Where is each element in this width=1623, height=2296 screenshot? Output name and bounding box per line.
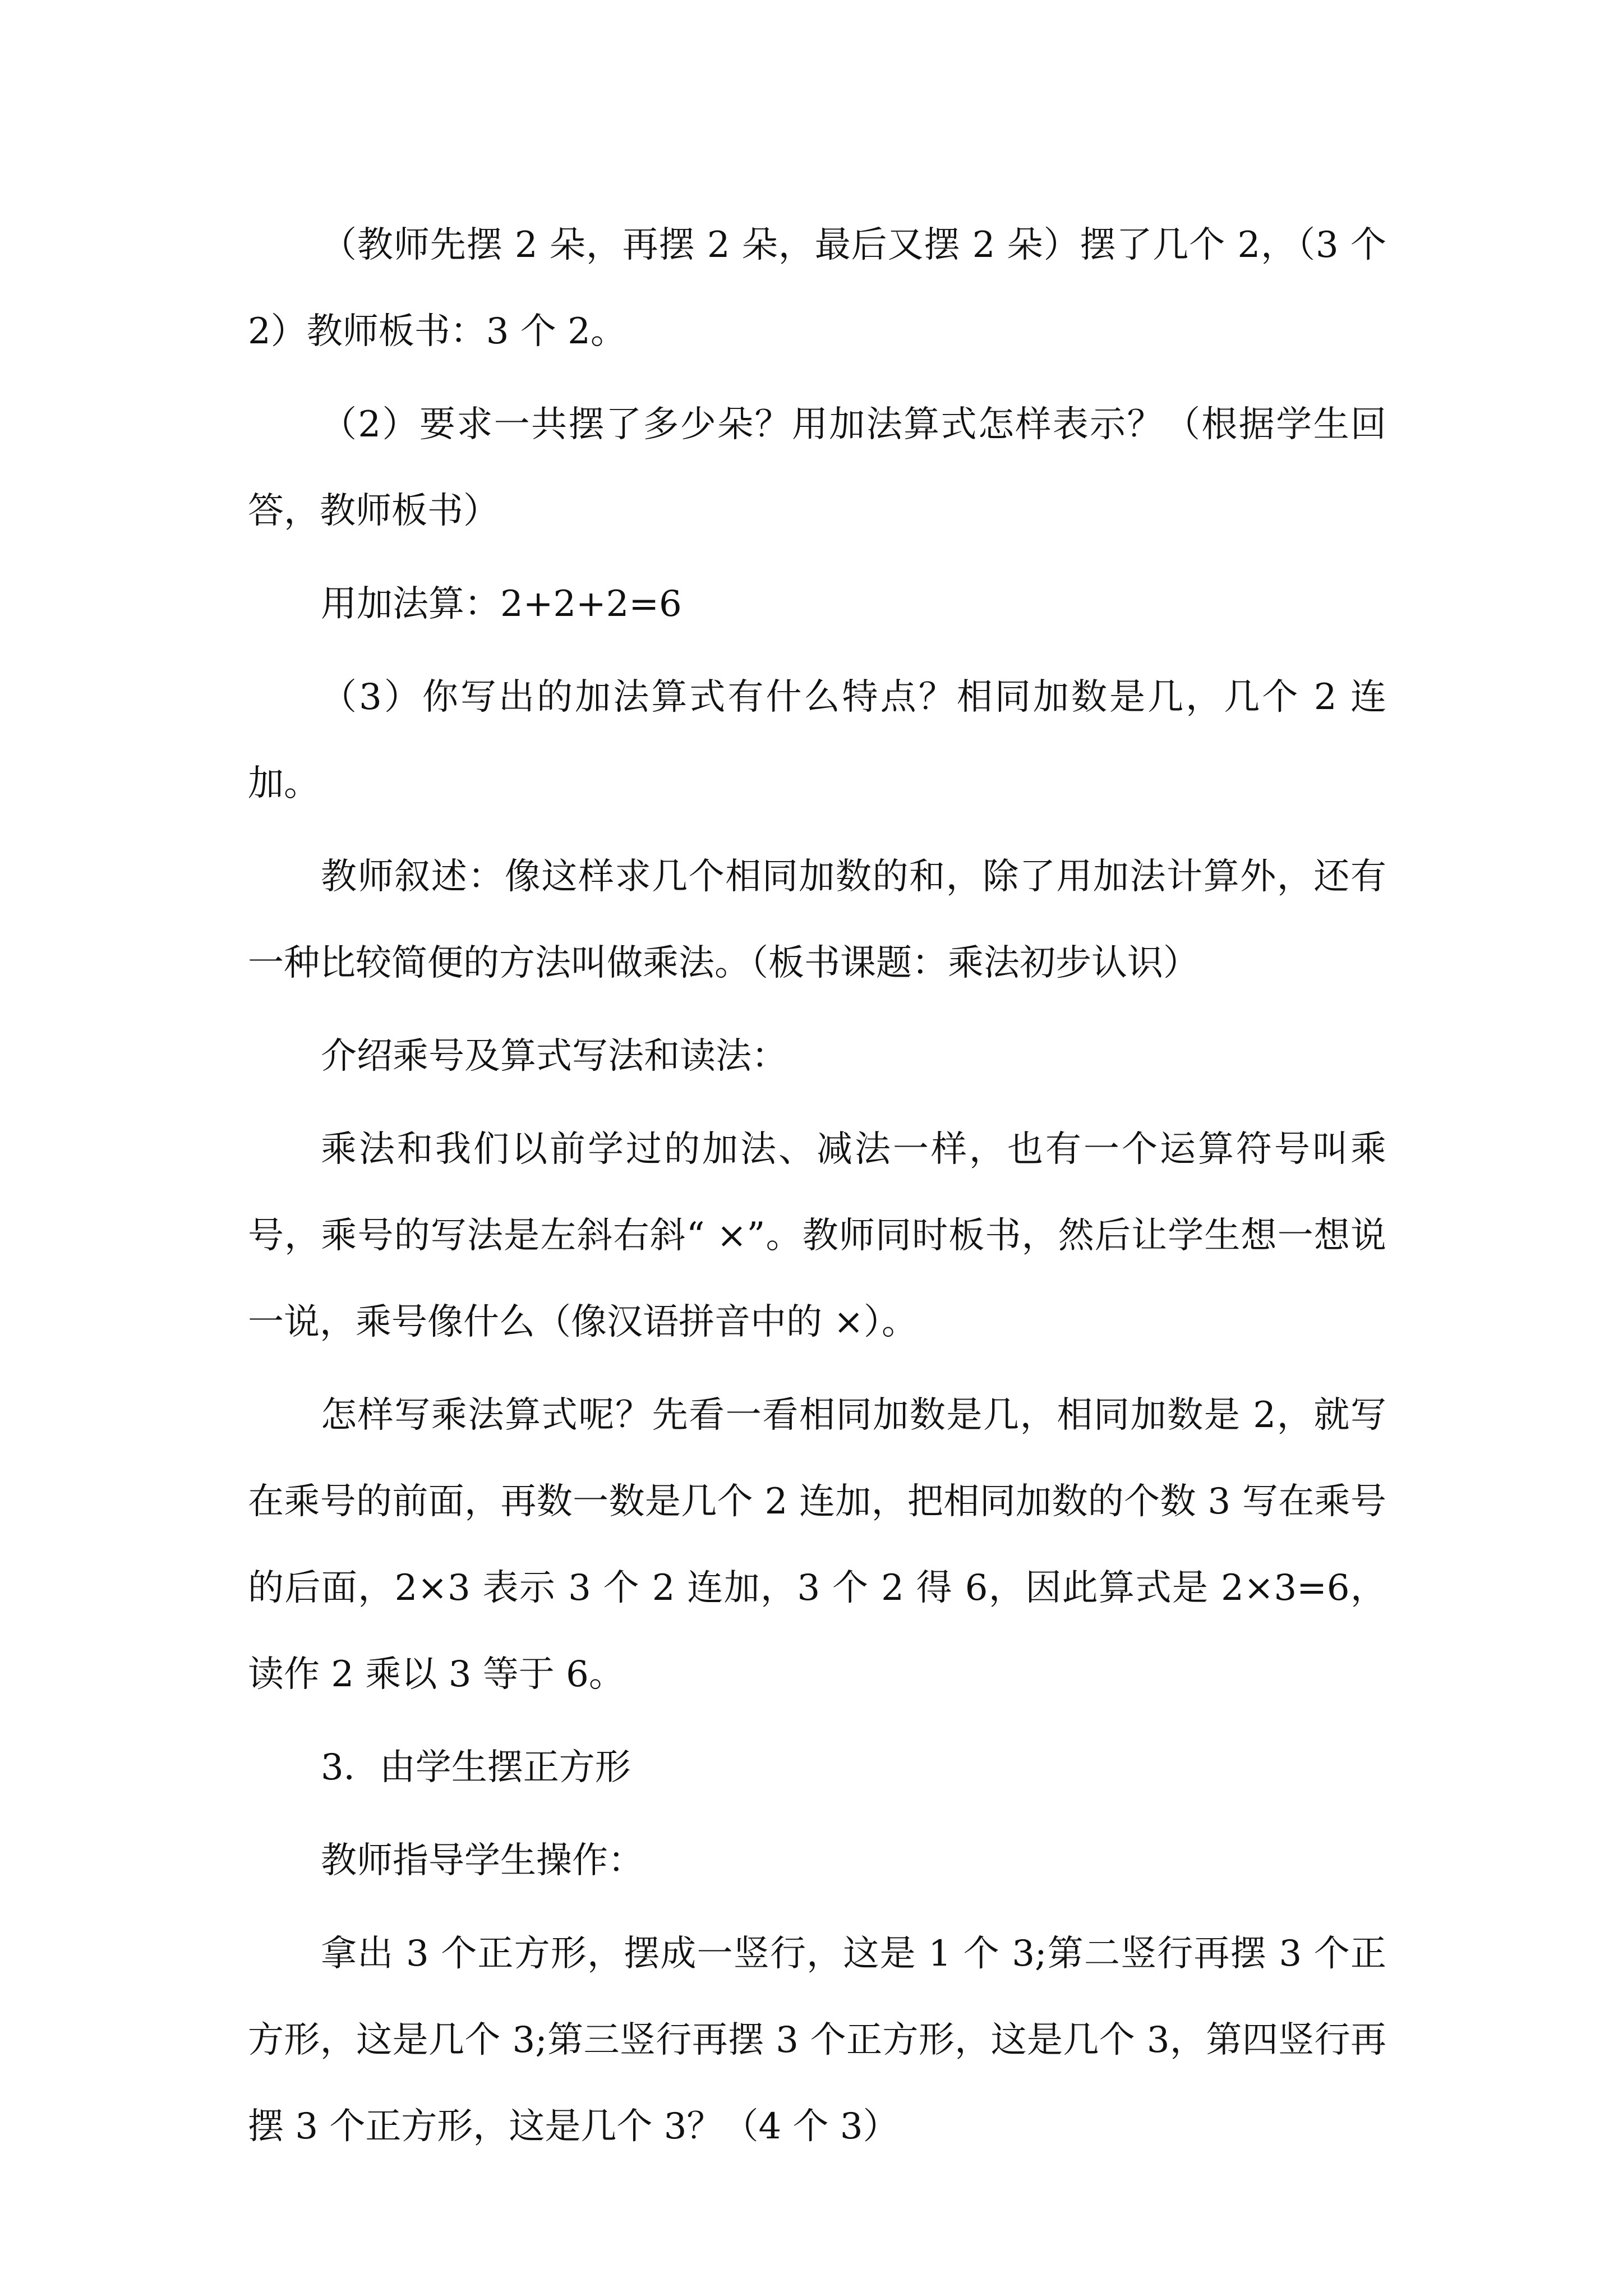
paragraph-addition-formula: 用加法算：2+2+2=6 xyxy=(321,583,682,625)
paragraph-teacher-guide: 教师指导学生操作： xyxy=(321,1840,644,1881)
paragraph-teacher-narration: 教师叙述：像这样求几个相同加数的和，除了用加法计算外，还有一种比较简便的方法叫做乘法。（板书课题：乘法初步认识） xyxy=(248,856,1386,984)
paragraph-section-squares: 3．由学生摆正方形 xyxy=(321,1747,631,1788)
paragraph-arrange-flowers: （教师先摆 2 朵，再摆 2 朵，最后又摆 2 朵）摆了几个 2，（3 个 2）教师板书：3 个 2。 xyxy=(248,224,1386,352)
paragraph-introduce-sign: 介绍乘号及算式写法和读法： xyxy=(321,1036,787,1077)
paragraph-write-multiplication: 怎样写乘法算式呢？先看一看相同加数是几，相同加数是 2，就写在乘号的前面，再数一数是几个 2 连加，把相同加数的个数 3 写在乘号的后面，2×3 表示 3 个 2 连加，3 个 2 得 6，因此算式是 2×3=6，读作 2 乘以 3 等于 6。 xyxy=(248,1395,1386,1695)
paragraph-multiplication-sign: 乘法和我们以前学过的加法、减法一样，也有一个运算符号叫乘号，乘号的写法是左斜右斜“ ×”。教师同时板书，然后让学生想一想说一说，乘号像什么（像汉语拼音中的 ×）。 xyxy=(248,1129,1386,1343)
document-body xyxy=(248,202,1386,2177)
paragraph-formula-feature: （3）你写出的加法算式有什么特点？相同加数是几，几个 2 连加。 xyxy=(248,677,1386,804)
paragraph-question-total: （2）要求一共摆了多少朵？用加法算式怎样表示？（根据学生回答，教师板书） xyxy=(248,404,1386,532)
paragraph-arrange-squares: 拿出 3 个正方形，摆成一竖行，这是 1 个 3;第二竖行再摆 3 个正方形，这是几个 3;第三竖行再摆 3 个正方形，这是几个 3，第四竖行再摆 3 个正方形，这是几个 3？（4 个 3） xyxy=(248,1933,1386,2147)
